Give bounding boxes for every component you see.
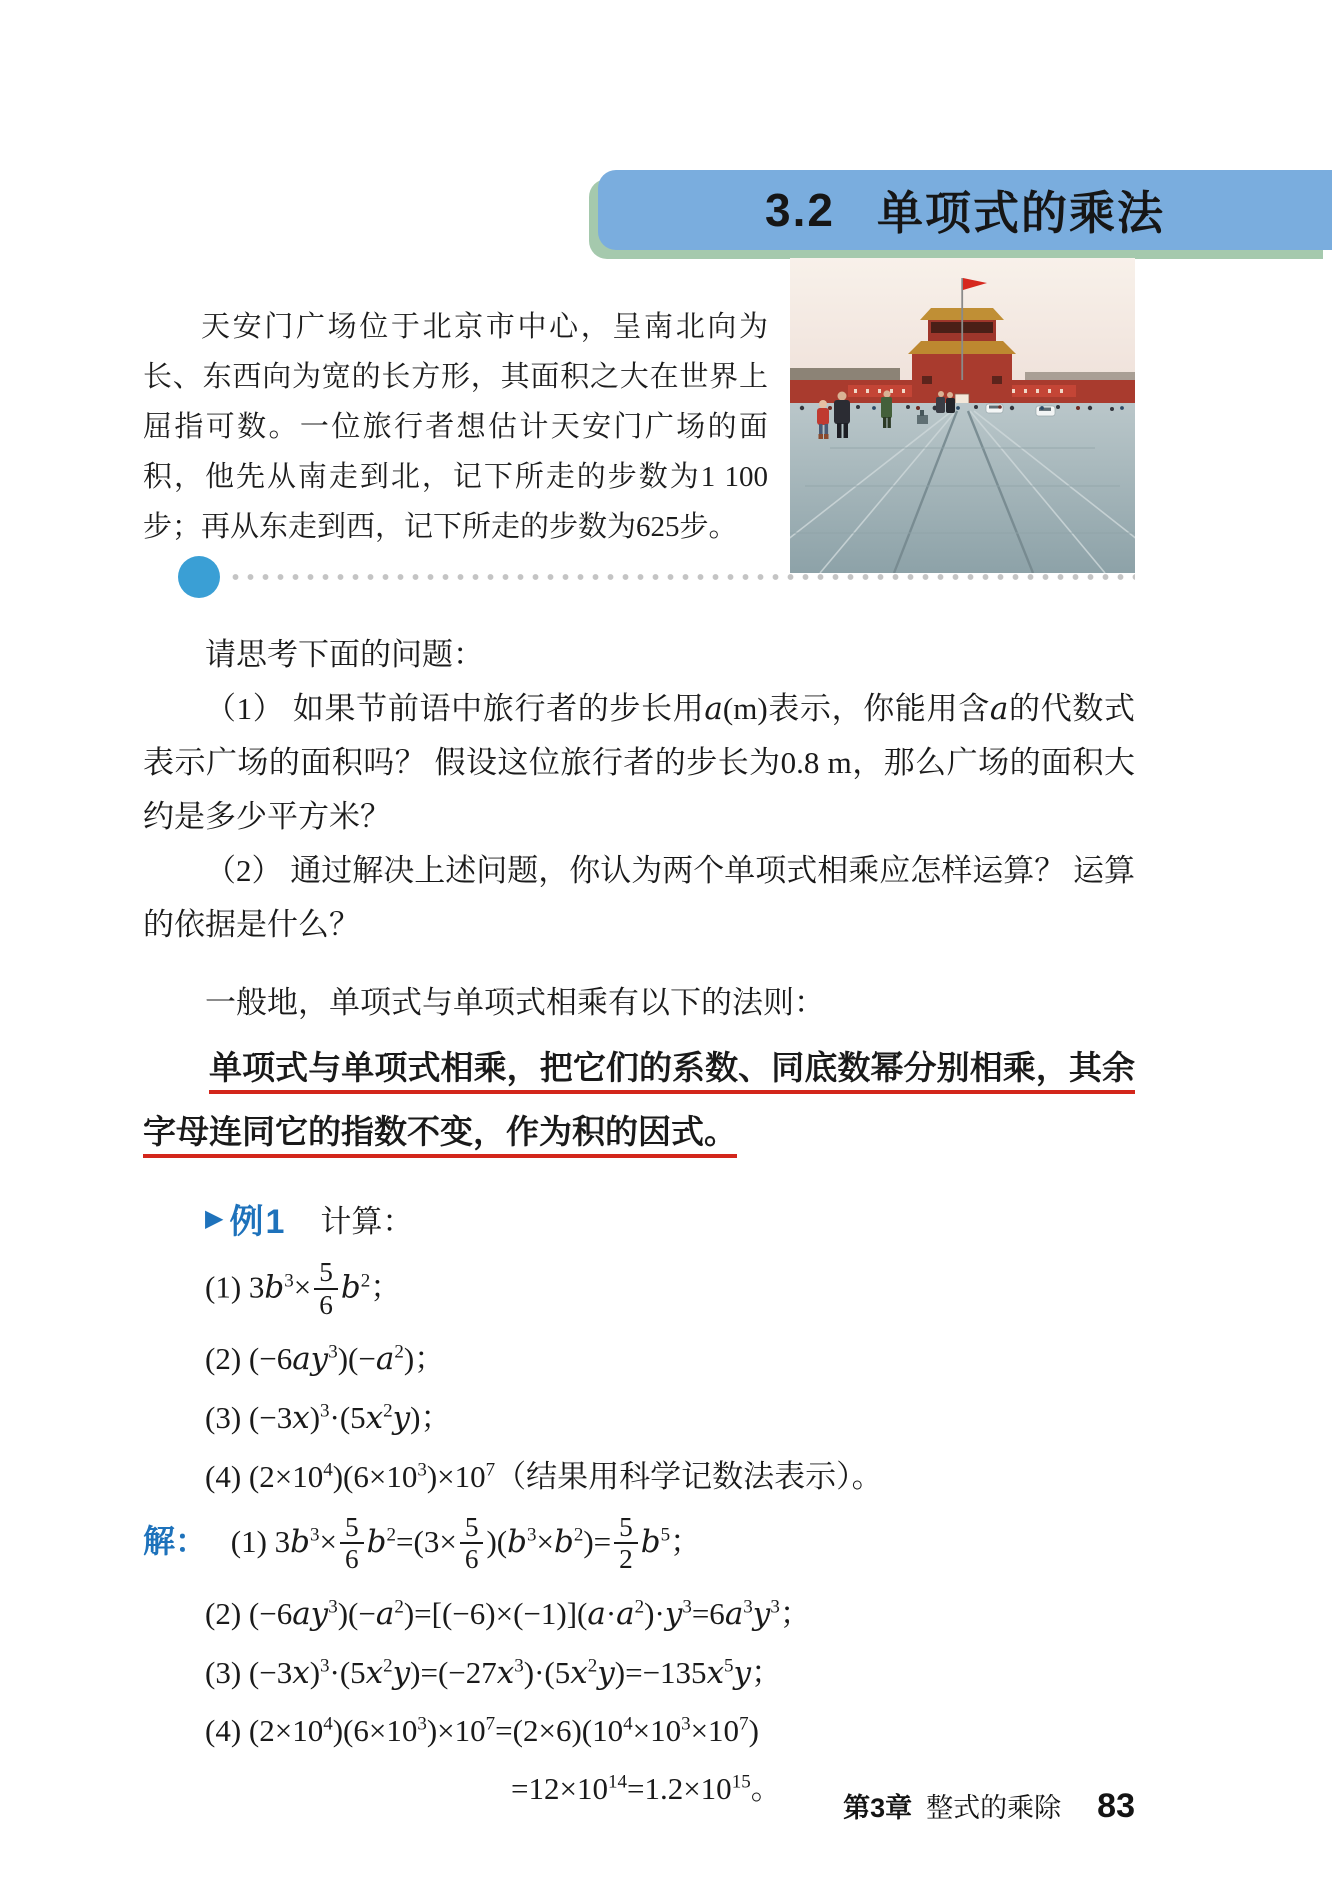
example-heading [205, 1194, 1135, 1243]
photo-pavement [790, 403, 1135, 573]
section-separator [178, 556, 1135, 598]
monomial-multiplication-rule: 单项式与单项式相乘，把它们的系数、同底数幂分别相乘，其余字母连同它的指数不变，作为积的因式。 [143, 1049, 1135, 1150]
rule-intro: 一般地，单项式与单项式相乘有以下的法则： [205, 985, 825, 1020]
example-item-2: (2) $(-6ay^3)(-a^2)$； [205, 1341, 446, 1378]
tiananmen-square-photo [790, 258, 1135, 573]
blue-dot-icon [178, 556, 220, 598]
chapter-number: 第3章 [843, 1793, 913, 1823]
think-prompt: 请思考下面的问题： [205, 637, 484, 672]
dotted-line [228, 573, 1135, 581]
intro-paragraph: 天安门广场位于北京市中心，呈南北向为长、东西向为宽的长方形，其面积之大在世界上屈指可数。一位旅行者想估计天安门广场的面积，他先从南走到北，记下所走的步数为1 100步；再从东走到西，记下所走的步数为625步。 [143, 311, 768, 543]
solution-step-1-math: (1) $3b^3\times$ $\frac{5}{6}$ $b^2=(3\times$ $\frac{5}{6}$ )$(b^3\times b^2)=$ $\frac{5}{2}$ $b^5$； [230, 1511, 702, 1575]
example-item-4: (4) $(2\times 10^4)(6\times 10^3)\times 10^7$（结果用科学记数法表示）。 [205, 1458, 883, 1494]
solution-step-2: (2) $(-6ay^3)(-a^2)=[(-6)\times(-1)](a\cdot a^2)\cdot y^3=6a^3y^3$； [205, 1595, 811, 1632]
example-item-3: (3) $(-3x)^3\cdot(5x^2y)$； [205, 1399, 452, 1436]
question-1: （1） 如果节前语中旅行者的步长用a(m)表示，你能用含a的代数式表示广场的面积吗？ 假设这位旅行者的步长为0.8 m，那么广场的面积大约是多少平方米？ [143, 691, 1136, 834]
page-number: 83 [1097, 1787, 1135, 1825]
example-item-1: (1) $3b^3\times$ $\frac{5}{6}$ $b^2$； [205, 1257, 402, 1320]
chapter-title: 整式的乘除 [926, 1793, 1062, 1823]
question-2: （2） 通过解决上述问题，你认为两个单项式相乘应怎样运算？ 运算的依据是什么？ [143, 853, 1135, 942]
example-task: 计算： [320, 1204, 414, 1239]
example-label: 例1 [229, 1203, 287, 1241]
solution-label: 解： [143, 1523, 208, 1560]
section-number: 3.2 [765, 184, 835, 236]
solution-step-1 [143, 1511, 1135, 1577]
section-banner [598, 170, 1332, 250]
section-title: 单项式的乘法 [876, 187, 1165, 239]
solution-step-3: (3) $(-3x)^3\cdot(5x^2y)=(-27x^3)\cdot(5x^2y)=-135x^5y$； [205, 1654, 783, 1691]
body-text [143, 628, 1135, 1826]
page-footer [843, 1786, 1135, 1826]
solution-step-4: (4) $(2\times 10^4)(6\times 10^3)\times 10^7=(2\times 6)(10^4\times 10^3\times 10^7)$ [205, 1713, 759, 1749]
solution-step-4-continued: $=12\times 10^{14}=1.2\times 10^{15}$。 [511, 1771, 782, 1807]
example-arrow-icon: ▶ [205, 1205, 224, 1232]
